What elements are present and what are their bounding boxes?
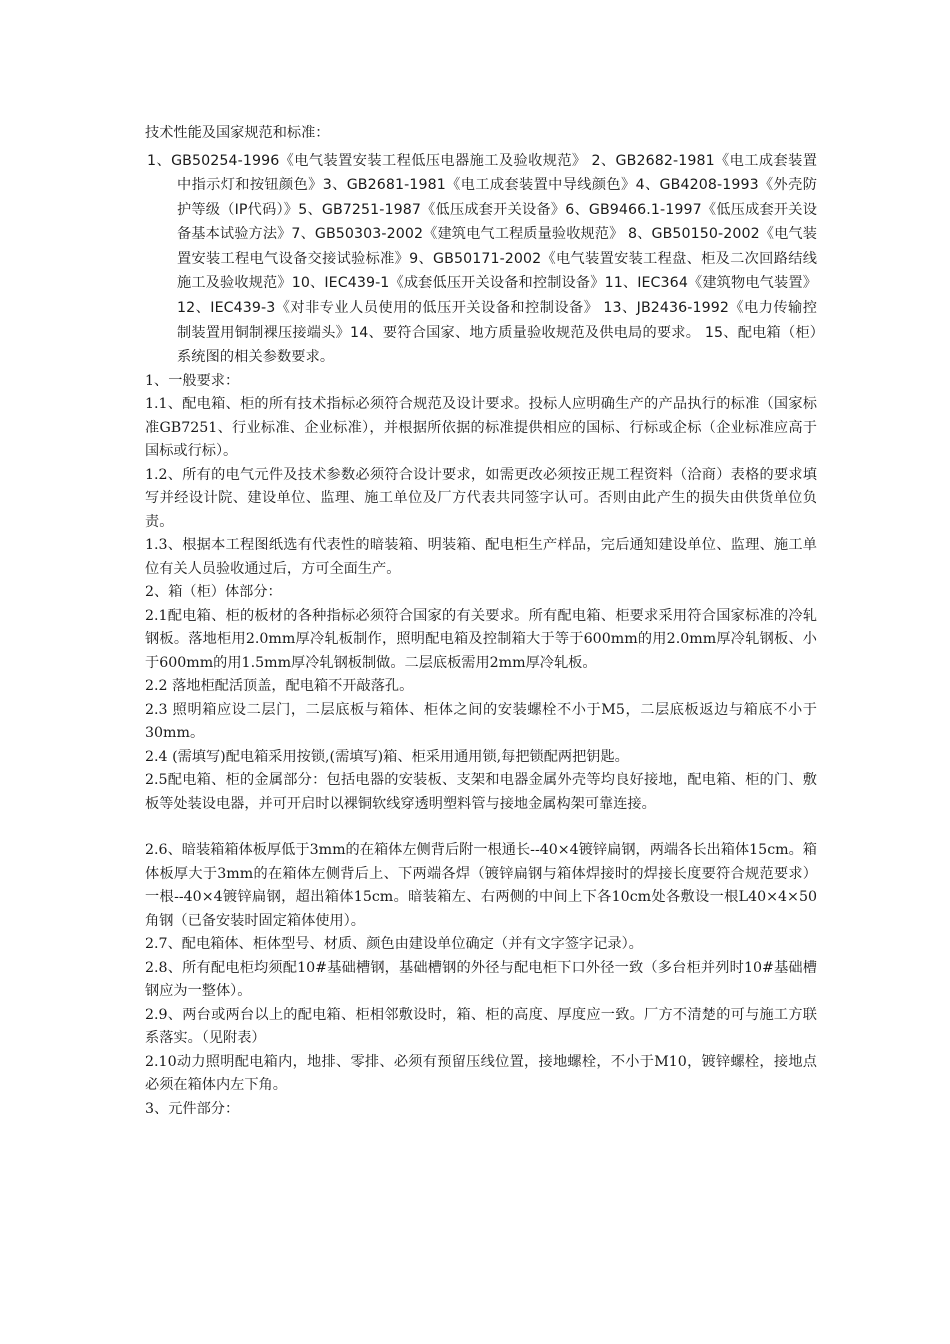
standards-list: 1、GB50254-1996《电气装置安装工程低压电器施工及验收规范》 2、GB2682-1981《电工成套装置中指示灯和按钮颜色》3、GB2681-1981《电工成套装置中导线颜色》4、GB4208-1993《外壳防护等级（IP代码）》5、GB7251-1987《低压成套开关设备》6、GB9466.1-1997《低压成套开关设备基本试验方法》7、GB50303-2002《建筑电气工程质量验收规范》 8、GB50150-2002《电气装置安装工程电气设备交接试验标准》9、GB50171-2002《电气装置安装工程盘、柜及二次回路结线施工及验收规范》10、IEC439-1《成套低压开关设备和控制设备》11、IEC364《建筑物电气装置》 12、IEC439-3《对非专业人员使用的低压开关设备和控制设备》 13、JB2436-1992《电力传输控制装置用铜制裸压接端头》14、要符合国家、地方质量验收规范及供电局的要求。 15、配电箱（柜）系统图的相关参数要求。 xyxy=(147,152,817,366)
paragraph: 2.8、所有配电柜均须配10#基础槽钢，基础槽钢的外径与配电柜下口外径一致（多台柜并列时10#基础槽钢应为一整体）。 xyxy=(145,959,817,1000)
paragraph: 2.4 (需填写)配电箱采用按锁,(需填写)箱、柜采用通用锁,每把锁配两把钥匙。 xyxy=(145,748,629,765)
section-heading: 技术性能及国家规范和标准： xyxy=(145,125,330,141)
paragraph: 1.2、所有的电气元件及技术参数必须符合设计要求，如需更改必须按正规工程资料（洽商）表格的要求填写并经设计院、建设单位、监理、施工单位及厂方代表共同签字认可。否则由此产生的损失由供货单位负责。 xyxy=(145,466,817,530)
paragraph: 1.1、配电箱、柜的所有技术指标必须符合规范及设计要求。投标人应明确生产的产品执行的标准（国家标准GB7251、行业标准、企业标准），并根据所依据的标准提供相应的国标、行标或企标（企业标准应高于国标或行标）。 xyxy=(145,396,817,460)
document-body xyxy=(145,122,817,1121)
paragraph: 2.10动力照明配电箱内，地排、零排、必须有预留压线位置，接地螺栓，不小于M10，镀锌螺栓，接地点必须在箱体内左下角。 xyxy=(145,1053,817,1094)
blank-line xyxy=(145,816,817,839)
paragraph: 1.3、根据本工程图纸选有代表性的暗装箱、明装箱、配电柜生产样品，完后通知建设单位、监理、施工单位有关人员验收通过后，方可全面生产。 xyxy=(145,537,817,577)
paragraph: 2.1配电箱、柜的板材的各种指标必须符合国家的有关要求。所有配电箱、柜要求采用符合国家标准的冷轧钢板。落地柜用2.0mm厚冷轧板制作，照明配电箱及控制箱大于等于600mm的用2.0mm厚冷轧钢板、小于600mm的用1.5mm厚冷轧钢板制做。二层底板需用2mm厚冷轧板。 xyxy=(145,607,817,671)
paragraph: 2、箱（柜）体部分： xyxy=(145,584,282,601)
paragraph: 2.9、两台或两台以上的配电箱、柜相邻敷设时，箱、柜的高度、厚度应一致。厂方不清楚的可与施工方联系落实。（见附表） xyxy=(145,1006,817,1047)
paragraph: 3、元件部分： xyxy=(145,1100,240,1117)
paragraph: 2.5配电箱、柜的金属部分：包括电器的安装板、支架和电器金属外壳等均良好接地，配电箱、柜的门、敷板等处装设电器，并可开启时以裸铜软线穿透明塑料管与接地金属构架可靠连接。 xyxy=(145,772,817,812)
paragraph: 2.6、暗装箱箱体板厚低于3mm的在箱体左侧背后附一根通长--40×4镀锌扁钢，两端各长出箱体15cm。箱体板厚大于3mm的在箱体左侧背后上、下两端各焊（镀锌扁钢与箱体焊接时的焊接长度要符合规范要求）一根--40×4镀锌扁钢，超出箱体15cm。暗装箱左、右两侧的中间上下各10cm处各敷设一根L40×4×50角钢（已备安装时固定箱体使用）。 xyxy=(145,842,817,929)
paragraph: 2.3 照明箱应设二层门，二层底板与箱体、柜体之间的安装螺栓不小于M5，二层底板返边与箱底不小于30mm。 xyxy=(145,701,817,742)
paragraph: 1、一般要求： xyxy=(145,372,240,389)
paragraph: 2.7、配电箱体、柜体型号、材质、颜色由建设单位确定（并有文字签字记录）。 xyxy=(145,936,643,953)
paragraph: 2.2 落地柜配活顶盖，配电箱不开敲落孔。 xyxy=(145,678,414,695)
